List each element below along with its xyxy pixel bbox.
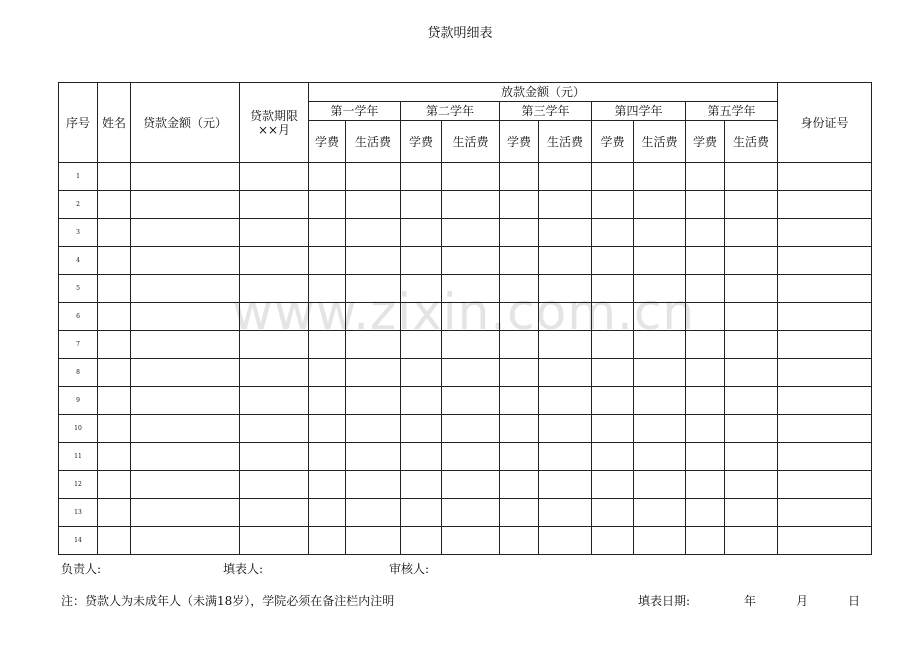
table-cell xyxy=(240,527,309,555)
table-cell xyxy=(500,527,539,555)
table-cell xyxy=(778,443,872,471)
table-cell xyxy=(778,163,872,191)
table-cell xyxy=(539,359,592,387)
table-cell xyxy=(401,499,442,527)
row-number: 7 xyxy=(59,331,98,359)
table-row xyxy=(59,415,872,443)
table-cell xyxy=(98,359,131,387)
table-row xyxy=(59,387,872,415)
table-row xyxy=(59,443,872,471)
table-cell xyxy=(725,499,778,527)
table-cell xyxy=(634,247,686,275)
table-row xyxy=(59,275,872,303)
table-cell xyxy=(500,387,539,415)
table-cell xyxy=(98,163,131,191)
table-cell xyxy=(686,247,725,275)
table-cell xyxy=(500,443,539,471)
table-cell xyxy=(500,275,539,303)
table-cell xyxy=(309,443,346,471)
table-cell xyxy=(500,471,539,499)
table-cell xyxy=(98,219,131,247)
table-cell xyxy=(539,499,592,527)
table-cell xyxy=(539,415,592,443)
table-cell xyxy=(778,471,872,499)
table-cell xyxy=(131,191,240,219)
table-cell xyxy=(778,247,872,275)
table-cell xyxy=(98,387,131,415)
table-cell xyxy=(592,247,634,275)
table-cell xyxy=(131,331,240,359)
table-cell xyxy=(592,163,634,191)
table-cell xyxy=(309,415,346,443)
table-cell xyxy=(592,275,634,303)
table-cell xyxy=(401,219,442,247)
table-cell xyxy=(539,443,592,471)
table-cell xyxy=(346,219,401,247)
table-cell xyxy=(686,387,725,415)
table-cell xyxy=(309,247,346,275)
table-cell xyxy=(592,387,634,415)
table-cell xyxy=(131,163,240,191)
table-cell xyxy=(240,247,309,275)
table-cell xyxy=(634,303,686,331)
table-cell xyxy=(346,415,401,443)
row-number: 10 xyxy=(59,415,98,443)
table-cell xyxy=(98,331,131,359)
header-loan-amount: 贷款金额（元） xyxy=(131,83,240,163)
table-cell xyxy=(539,191,592,219)
table-cell xyxy=(500,331,539,359)
table-cell xyxy=(539,247,592,275)
table-cell xyxy=(401,247,442,275)
table-cell xyxy=(346,275,401,303)
header-seq: 序号 xyxy=(59,83,98,163)
table-cell xyxy=(500,191,539,219)
watermark: www.zixin.com.cn xyxy=(232,283,696,341)
table-cell xyxy=(592,443,634,471)
table-cell xyxy=(778,331,872,359)
month-label: 月 xyxy=(796,594,809,608)
header-year-5: 第五学年 xyxy=(686,102,778,121)
table-cell xyxy=(401,471,442,499)
table-cell xyxy=(98,275,131,303)
table-cell xyxy=(131,247,240,275)
table-cell xyxy=(686,219,725,247)
table-cell xyxy=(346,527,401,555)
table-cell xyxy=(442,331,500,359)
table-cell xyxy=(98,499,131,527)
fill-date-label: 填表日期: xyxy=(638,594,691,608)
header-name: 姓名 xyxy=(98,83,131,163)
table-cell xyxy=(309,219,346,247)
table-cell xyxy=(240,331,309,359)
table-cell xyxy=(240,471,309,499)
table-cell xyxy=(634,415,686,443)
table-cell xyxy=(309,163,346,191)
table-cell xyxy=(240,303,309,331)
table-cell xyxy=(309,275,346,303)
table-cell xyxy=(686,527,725,555)
row-number: 1 xyxy=(59,163,98,191)
header-year-3: 第三学年 xyxy=(500,102,592,121)
header-living: 生活费 xyxy=(725,121,778,163)
table-cell xyxy=(686,275,725,303)
header-tuition: 学费 xyxy=(592,121,634,163)
table-cell xyxy=(634,527,686,555)
table-row xyxy=(59,331,872,359)
table-cell xyxy=(131,499,240,527)
table-cell xyxy=(686,331,725,359)
table-cell xyxy=(131,527,240,555)
table-cell xyxy=(725,387,778,415)
row-number: 14 xyxy=(59,527,98,555)
row-number: 8 xyxy=(59,359,98,387)
table-cell xyxy=(686,499,725,527)
table-cell xyxy=(309,303,346,331)
table-cell xyxy=(634,443,686,471)
row-number: 12 xyxy=(59,471,98,499)
table-cell xyxy=(346,163,401,191)
row-number: 5 xyxy=(59,275,98,303)
table-cell xyxy=(592,191,634,219)
table-cell xyxy=(686,415,725,443)
table-cell xyxy=(592,303,634,331)
table-cell xyxy=(778,191,872,219)
table-row xyxy=(59,163,872,191)
table-cell xyxy=(634,163,686,191)
table-cell xyxy=(401,527,442,555)
header-tuition: 学费 xyxy=(686,121,725,163)
footnote: 注：贷款人为未成年人（未满18岁），学院必须在备注栏内注明 xyxy=(61,594,395,608)
table-cell xyxy=(634,219,686,247)
header-living: 生活费 xyxy=(539,121,592,163)
table-cell xyxy=(442,415,500,443)
table-cell xyxy=(98,527,131,555)
loan-detail-table xyxy=(58,82,872,555)
table-cell xyxy=(240,191,309,219)
row-number: 13 xyxy=(59,499,98,527)
table-cell xyxy=(725,275,778,303)
table-cell xyxy=(442,359,500,387)
table-row xyxy=(59,471,872,499)
table-cell xyxy=(309,359,346,387)
table-cell xyxy=(725,471,778,499)
table-cell xyxy=(401,331,442,359)
table-cell xyxy=(401,443,442,471)
table-cell xyxy=(539,219,592,247)
table-cell xyxy=(346,359,401,387)
table-cell xyxy=(240,359,309,387)
table-cell xyxy=(240,387,309,415)
table-cell xyxy=(686,303,725,331)
header-year-1: 第一学年 xyxy=(309,102,401,121)
table-cell xyxy=(401,415,442,443)
table-cell xyxy=(592,359,634,387)
table-cell xyxy=(778,219,872,247)
header-disbursed: 放款金额（元） xyxy=(309,83,778,102)
table-cell xyxy=(442,387,500,415)
table-cell xyxy=(778,387,872,415)
table-cell xyxy=(634,191,686,219)
table-cell xyxy=(240,443,309,471)
table-cell xyxy=(592,499,634,527)
header-year-2: 第二学年 xyxy=(401,102,500,121)
table-cell xyxy=(539,303,592,331)
table-cell xyxy=(592,415,634,443)
table-cell xyxy=(725,163,778,191)
table-cell xyxy=(442,303,500,331)
table-cell xyxy=(131,387,240,415)
table-cell xyxy=(346,443,401,471)
row-number: 3 xyxy=(59,219,98,247)
table-cell xyxy=(686,191,725,219)
table-cell xyxy=(634,471,686,499)
table-cell xyxy=(500,415,539,443)
table-row xyxy=(59,359,872,387)
table-cell xyxy=(131,275,240,303)
responsible-label: 负责人: xyxy=(61,562,102,576)
table-row xyxy=(59,499,872,527)
table-cell xyxy=(442,191,500,219)
table-cell xyxy=(539,527,592,555)
year-label: 年 xyxy=(744,594,757,608)
page-title: 贷款明细表 xyxy=(427,26,493,41)
table-cell xyxy=(98,443,131,471)
table-cell xyxy=(778,275,872,303)
row-number: 9 xyxy=(59,387,98,415)
table-cell xyxy=(401,303,442,331)
table-cell xyxy=(592,527,634,555)
filler-label: 填表人: xyxy=(223,562,264,576)
table-cell xyxy=(634,499,686,527)
table-cell xyxy=(442,163,500,191)
header-year-4: 第四学年 xyxy=(592,102,686,121)
table-row xyxy=(59,303,872,331)
row-number: 11 xyxy=(59,443,98,471)
table-cell xyxy=(539,331,592,359)
header-living: 生活费 xyxy=(346,121,401,163)
table-cell xyxy=(346,331,401,359)
header-loan-term-line1: 贷款期限 xyxy=(249,108,298,123)
table-cell xyxy=(500,247,539,275)
table-cell xyxy=(346,387,401,415)
table-cell xyxy=(240,163,309,191)
table-cell xyxy=(98,471,131,499)
table-cell xyxy=(500,359,539,387)
row-number: 2 xyxy=(59,191,98,219)
table-row xyxy=(59,219,872,247)
header-id-number: 身份证号 xyxy=(778,83,872,163)
table-cell xyxy=(725,331,778,359)
table-cell xyxy=(346,499,401,527)
table-cell xyxy=(131,219,240,247)
table-cell xyxy=(778,499,872,527)
header-living: 生活费 xyxy=(634,121,686,163)
table-cell xyxy=(725,443,778,471)
header-loan-term xyxy=(240,83,309,163)
table-cell xyxy=(98,303,131,331)
table-cell xyxy=(309,527,346,555)
table-cell xyxy=(634,275,686,303)
table-cell xyxy=(442,471,500,499)
header-tuition: 学费 xyxy=(500,121,539,163)
header-tuition: 学费 xyxy=(309,121,346,163)
table-cell xyxy=(686,471,725,499)
table-cell xyxy=(725,415,778,443)
table-cell xyxy=(725,527,778,555)
table-cell xyxy=(309,191,346,219)
table-cell xyxy=(401,191,442,219)
table-cell xyxy=(442,219,500,247)
header-living: 生活费 xyxy=(442,121,500,163)
table-cell xyxy=(442,443,500,471)
table-cell xyxy=(592,219,634,247)
table-cell xyxy=(592,471,634,499)
table-cell xyxy=(500,499,539,527)
table-cell xyxy=(592,331,634,359)
table-cell xyxy=(131,303,240,331)
table-cell xyxy=(539,163,592,191)
reviewer-label: 审核人: xyxy=(389,562,430,576)
table-cell xyxy=(240,275,309,303)
table-cell xyxy=(98,191,131,219)
table-cell xyxy=(346,247,401,275)
table-cell xyxy=(131,359,240,387)
table-cell xyxy=(240,499,309,527)
table-cell xyxy=(778,415,872,443)
table-cell xyxy=(442,275,500,303)
table-cell xyxy=(725,247,778,275)
table-cell xyxy=(634,331,686,359)
table-cell xyxy=(500,219,539,247)
table-cell xyxy=(131,443,240,471)
table-cell xyxy=(346,191,401,219)
table-cell xyxy=(240,219,309,247)
table-cell xyxy=(539,387,592,415)
header-loan-term-line2: ××月 xyxy=(257,122,291,137)
table-cell xyxy=(778,359,872,387)
table-cell xyxy=(309,331,346,359)
table-cell xyxy=(686,359,725,387)
row-number: 4 xyxy=(59,247,98,275)
table-cell xyxy=(634,387,686,415)
table-cell xyxy=(401,359,442,387)
row-number: 6 xyxy=(59,303,98,331)
table-cell xyxy=(778,303,872,331)
table-cell xyxy=(725,191,778,219)
table-cell xyxy=(442,527,500,555)
table-cell xyxy=(309,499,346,527)
table-cell xyxy=(634,359,686,387)
table-cell xyxy=(98,415,131,443)
table-cell xyxy=(725,303,778,331)
table-cell xyxy=(500,303,539,331)
table-row xyxy=(59,191,872,219)
table-row xyxy=(59,247,872,275)
table-row xyxy=(59,527,872,555)
table-cell xyxy=(686,443,725,471)
table-cell xyxy=(500,163,539,191)
table-cell xyxy=(401,387,442,415)
table-cell xyxy=(98,247,131,275)
table-cell xyxy=(309,471,346,499)
table-cell xyxy=(539,275,592,303)
table-cell xyxy=(442,247,500,275)
table-cell xyxy=(346,303,401,331)
table-cell xyxy=(131,415,240,443)
table-cell xyxy=(309,387,346,415)
table-cell xyxy=(346,471,401,499)
day-label: 日 xyxy=(848,594,861,608)
table-cell xyxy=(240,415,309,443)
table-cell xyxy=(539,471,592,499)
table-cell xyxy=(686,163,725,191)
header-tuition: 学费 xyxy=(401,121,442,163)
table-cell xyxy=(725,359,778,387)
table-cell xyxy=(131,471,240,499)
table-cell xyxy=(778,527,872,555)
table-cell xyxy=(442,499,500,527)
table-cell xyxy=(401,163,442,191)
table-cell xyxy=(401,275,442,303)
table-cell xyxy=(725,219,778,247)
